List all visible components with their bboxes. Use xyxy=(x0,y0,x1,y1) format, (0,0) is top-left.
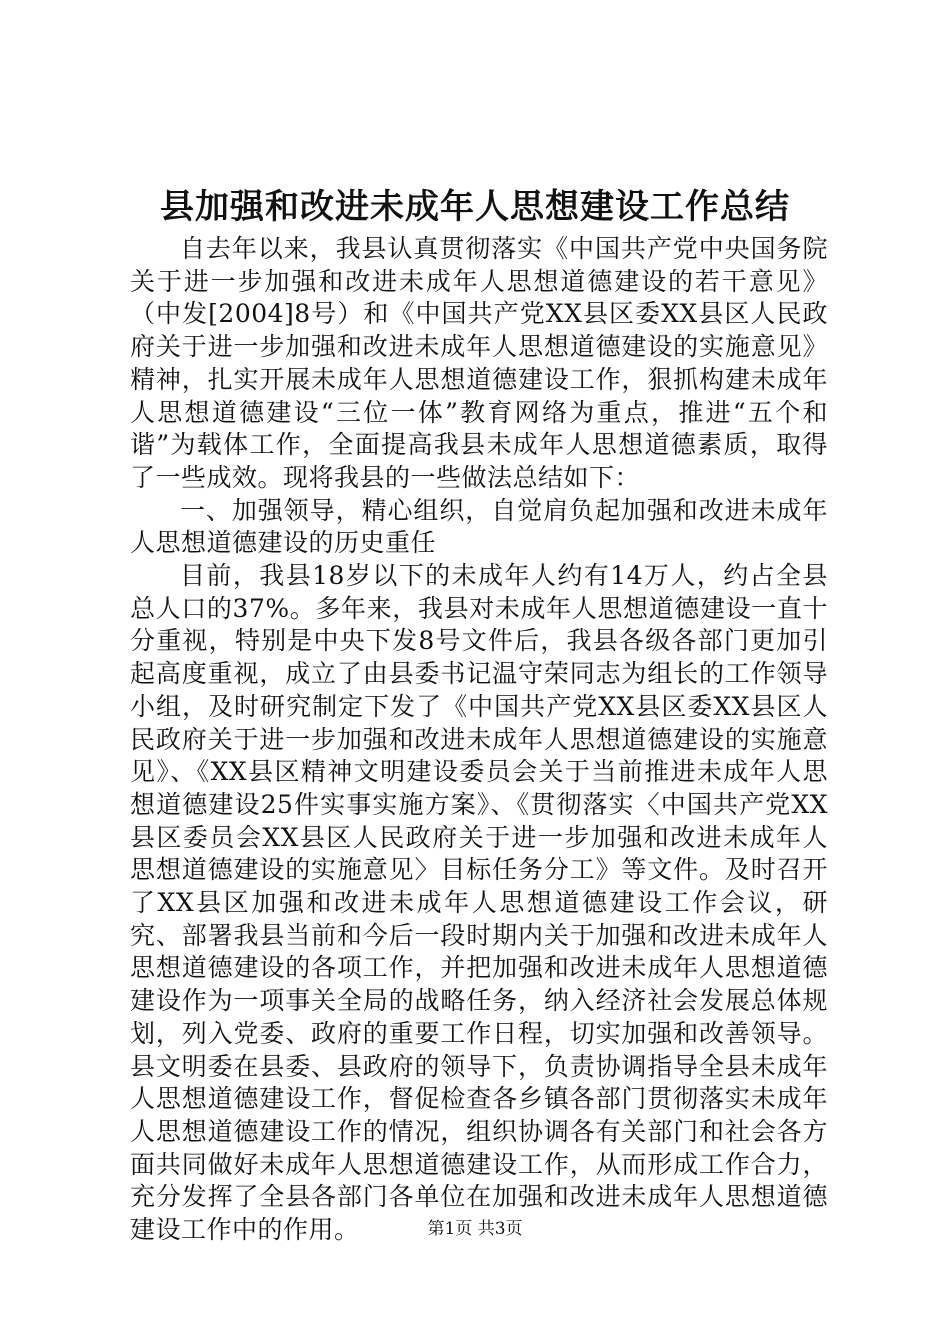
paragraph-section-1: 目前，我县18岁以下的未成年人约有14万人，约占全县总人口的37%。多年来，我县对未成年人思想道德建设一直十分重视，特别是中央下发8号文件后，我县各级各部门更加引起高度重视，成立了由县委书记温守荣同志为组长的工作领导小组，及时研究制定下发了《中国共产党XX县区委XX县区人民政府关于进一步加强和改进未成年人思想道德建设的实施意见》、《XX县区精神文明建设委员会关于当前推进未成年人思想道德建设25件实事实施方案》、《贯彻落实〈中国共产党XX县区委员会XX县区人民政府关于进一步加强和改进未成年人思想道德建设的实施意见〉目标任务分工》等文件。及时召开了XX县区加强和改进未成年人思想道德建设工作会议，研究、部署我县当前和今后一段时期内关于加强和改进未成年人思想道德建设的各项工作，并把加强和改进未成年人思想道德建设作为一项事关全局的战略任务，纳入经济社会发展总体规划，列入党委、政府的重要工作日程，切实加强和改善领导。县文明委在县委、县政府的领导下，负责协调指导全县未成年人思想道德建设工作，督促检查各乡镇各部门贯彻落实未成年人思想道德建设工作的情况，组织协调各有关部门和社会各方面共同做好未成年人思想道德建设工作，从而形成工作合力，充分发挥了全县各部门各单位在加强和改进未成年人思想道德建设工作中的作用。 xyxy=(130,561,828,1245)
document-title: 县加强和改进未成年人思想建设工作总结 xyxy=(160,187,790,227)
section-heading-1: 一、加强领导，精心组织，自觉肩负起加强和改进未成年人思想道德建设的历史重任 xyxy=(130,495,828,558)
document-body xyxy=(130,233,828,1247)
page-footer: 第1页 共3页 xyxy=(427,1219,523,1239)
paragraph-intro: 自去年以来，我县认真贯彻落实《中国共产党中央国务院关于进一步加强和改进未成年人思想道德建设的若干意见》（中发[2004]8号）和《中国共产党XX县区委XX县区人民政府关于进一步加强和改进未成年人思想道德建设的实施意见》精神，扎实开展未成年人思想道德建设工作，狠抓构建未成年人思想道德建设“三位一体”教育网络为重点，推进“五个和谐”为载体工作，全面提高我县未成年人思想道德素质，取得了一些成效。现将我县的一些做法总结如下： xyxy=(130,234,828,492)
